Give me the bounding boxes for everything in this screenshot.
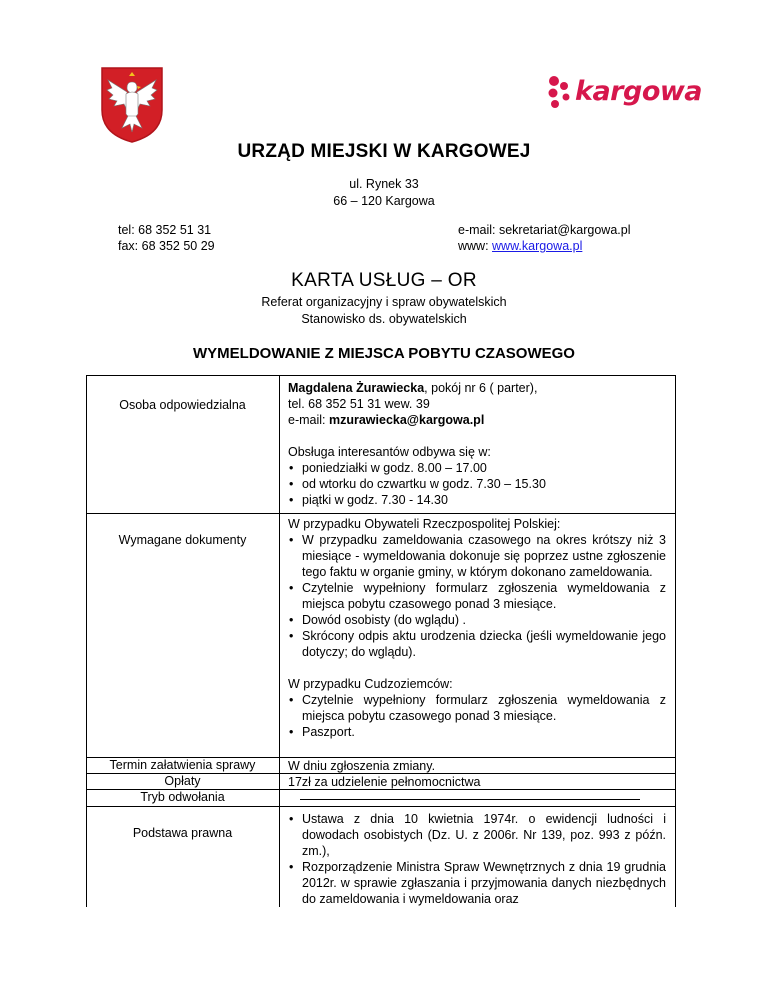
kargowa-logo (545, 74, 703, 112)
tel: tel: 68 352 51 31 (118, 223, 212, 237)
email: e-mail: sekretariat@kargowa.pl (458, 223, 631, 237)
oplaty-label: Opłaty (164, 774, 201, 788)
podstawa-item: • Rozporządzenie Ministra Spraw Wewnętrznych z dnia 19 grudnia 2012r. w sprawie zgłaszania i przyjmowania danych niezbędnych do zameldowania i wymeldowania oraz (288, 859, 666, 907)
osoba-email-label: e-mail: (288, 413, 329, 427)
address-line-1: ul. Rynek 33 (349, 177, 419, 191)
coat-of-arms-icon (100, 66, 164, 144)
pl-item: • Skrócony odpis aktu urodzenia dziecka (jeśli wymeldowanie jego dotyczy; do wglądu). (288, 628, 666, 660)
pl-item: • W przypadku zameldowania czasowego na okres krótszy niż 3 miesiące - wymeldowania dokonuje się poprzez ustne zgłoszenie tego faktu w organie gminy, w którym dokonano zameldowania. (288, 532, 666, 580)
address (0, 176, 768, 210)
osoba-name: Magdalena Żurawiecka (288, 381, 425, 395)
hours-item: • poniedziałki w godz. 8.00 – 17.00 (288, 460, 666, 476)
hours-item: • piątki w godz. 7.30 - 14.30 (288, 492, 666, 508)
osoba-label: Osoba odpowiedzialna (119, 398, 246, 412)
address-line-2: 66 – 120 Kargowa (333, 194, 435, 208)
table-right-border (675, 375, 676, 907)
termin-value: W dniu zgłoszenia zmiany. (288, 759, 436, 773)
fax: fax: 68 352 50 29 (118, 239, 215, 253)
www-link[interactable]: www.kargowa.pl (492, 239, 583, 253)
tryb-empty-line (300, 799, 640, 800)
osoba-email: mzurawiecka@kargowa.pl (328, 413, 485, 427)
oplaty-value: 17zł za udzielenie pełnomocnictwa (288, 775, 481, 789)
stanowisko: Stanowisko ds. obywatelskich (301, 312, 467, 326)
department (0, 294, 768, 328)
osoba-tel: tel. 68 352 51 31 wew. 39 (288, 397, 430, 411)
table-column-divider (279, 375, 280, 907)
dokumenty-label: Wymagane dokumenty (118, 533, 247, 547)
pl-item: • Dowód osobisty (do wglądu) . (288, 612, 666, 628)
online-contacts (458, 222, 630, 254)
dokumenty-cell (288, 516, 666, 740)
osoba-cell (288, 380, 666, 508)
osoba-room: , pokój nr 6 ( parter), (424, 381, 538, 395)
tryb-label: Tryb odwołania (140, 790, 225, 804)
podstawa-label: Podstawa prawna (132, 826, 233, 840)
hours-intro: Obsługa interesantów odbywa się w: (288, 445, 491, 459)
www-label: www: (458, 239, 493, 253)
pl-intro: W przypadku Obywateli Rzeczpospolitej Polskiej: (288, 517, 561, 531)
row-divider (86, 806, 676, 807)
logo-dots-icon (545, 74, 577, 112)
logo-text: kargowa (575, 76, 703, 107)
podstawa-cell (288, 811, 666, 907)
termin-label: Termin załatwienia sprawy (109, 758, 256, 772)
card-title: KARTA USŁUG – OR (291, 270, 477, 291)
phone-contacts (118, 222, 215, 254)
referat: Referat organizacyjny i spraw obywatelskich (261, 295, 507, 309)
pl-item: • Czytelnie wypełniony formularz zgłoszenia wymeldowania z miejsca pobytu czasowego ponad 3 miesiące. (288, 580, 666, 612)
page-title: URZĄD MIEJSKI W KARGOWEJ (237, 141, 531, 162)
foreign-item: • Paszport. (288, 724, 666, 740)
foreign-intro: W przypadku Cudzoziemców: (288, 677, 453, 691)
foreign-item: • Czytelnie wypełniony formularz zgłoszenia wymeldowania z miejsca pobytu czasowego ponad 3 miesiące. (288, 692, 666, 724)
row-divider (86, 513, 676, 514)
service-subject: WYMELDOWANIE Z MIEJSCA POBYTU CZASOWEGO (193, 345, 575, 362)
hours-item: • od wtorku do czwartku w godz. 7.30 – 15.30 (288, 476, 666, 492)
podstawa-item: • Ustawa z dnia 10 kwietnia 1974r. o ewidencji ludności i dowodach osobistych (Dz. U. z 2006r. Nr 139, poz. 993 z późn. zm.), (288, 811, 666, 859)
www (458, 238, 630, 254)
table-top-border (86, 375, 676, 376)
